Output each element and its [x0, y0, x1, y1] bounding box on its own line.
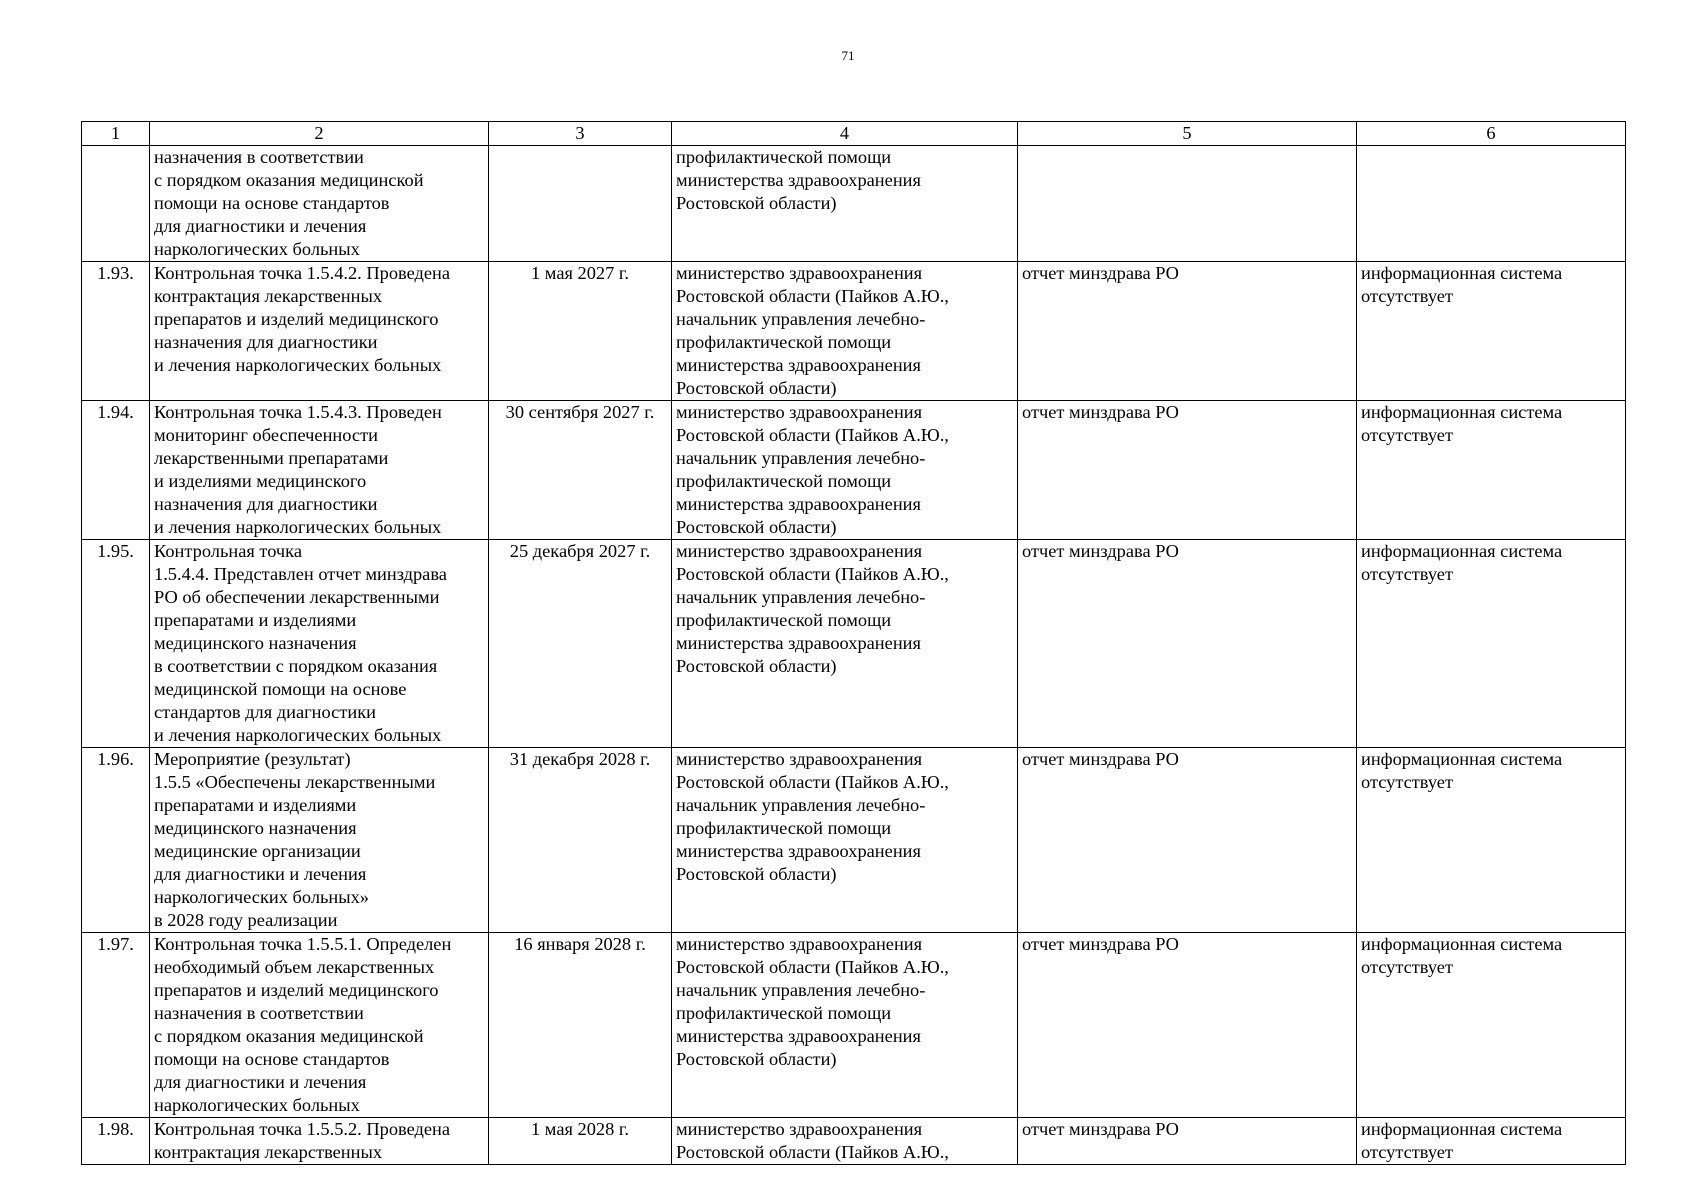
row-info-system: информационная система отсутствует: [1357, 401, 1626, 540]
row-date: 31 декабря 2028 г.: [489, 748, 672, 933]
row-info-system: [1357, 146, 1626, 262]
row-document: [1018, 146, 1357, 262]
row-description: Контрольная точка 1.5.5.2. Проведена контрактация лекарственных: [150, 1118, 489, 1165]
row-number: 1.96.: [82, 748, 150, 933]
column-header: 6: [1357, 122, 1626, 146]
row-description: Контрольная точка 1.5.4.2. Проведена контрактация лекарственных препаратов и изделий медицинского назначения для диагностики и лечения наркологических больных: [150, 262, 489, 401]
table-header-row: [82, 122, 1626, 146]
table-row: [82, 748, 1626, 933]
row-number: 1.98.: [82, 1118, 150, 1165]
column-header: 5: [1018, 122, 1357, 146]
row-responsible: министерство здравоохранения Ростовской области (Пайков А.Ю., начальник управления лечебно- профилактической помощи министерства здравоохранения Ростовской области): [672, 540, 1018, 748]
row-date: [489, 146, 672, 262]
plan-table: [81, 121, 1626, 1165]
row-number: [82, 146, 150, 262]
row-responsible: министерство здравоохранения Ростовской области (Пайков А.Ю.,: [672, 1118, 1018, 1165]
row-document: отчет минздрава РО: [1018, 540, 1357, 748]
column-header: 3: [489, 122, 672, 146]
row-description: Мероприятие (результат) 1.5.5 «Обеспечены лекарственными препаратами и изделиями медицинского назначения медицинские организации для диагностики и лечения наркологических больных» в 2028 году реализации: [150, 748, 489, 933]
row-info-system: информационная система отсутствует: [1357, 262, 1626, 401]
row-number: 1.94.: [82, 401, 150, 540]
row-responsible: министерство здравоохранения Ростовской области (Пайков А.Ю., начальник управления лечебно- профилактической помощи министерства здравоохранения Ростовской области): [672, 401, 1018, 540]
row-responsible: министерство здравоохранения Ростовской области (Пайков А.Ю., начальник управления лечебно- профилактической помощи министерства здравоохранения Ростовской области): [672, 262, 1018, 401]
row-description: Контрольная точка 1.5.4.3. Проведен мониторинг обеспеченности лекарственными препаратами и изделиями медицинского назначения для диагностики и лечения наркологических больных: [150, 401, 489, 540]
table-row: [82, 262, 1626, 401]
table-row: [82, 540, 1626, 748]
page-number: 71: [841, 48, 855, 63]
row-responsible: министерство здравоохранения Ростовской области (Пайков А.Ю., начальник управления лечебно- профилактической помощи министерства здравоохранения Ростовской области): [672, 933, 1018, 1118]
row-document: отчет минздрава РО: [1018, 262, 1357, 401]
row-responsible: профилактической помощи министерства здравоохранения Ростовской области): [672, 146, 1018, 262]
row-description: назначения в соответствии с порядком оказания медицинской помощи на основе стандартов для диагностики и лечения наркологических больных: [150, 146, 489, 262]
row-document: отчет минздрава РО: [1018, 748, 1357, 933]
row-info-system: информационная система отсутствует: [1357, 933, 1626, 1118]
table-row: [82, 401, 1626, 540]
row-number: 1.93.: [82, 262, 150, 401]
row-document: отчет минздрава РО: [1018, 933, 1357, 1118]
row-document: отчет минздрава РО: [1018, 401, 1357, 540]
row-date: 30 сентября 2027 г.: [489, 401, 672, 540]
column-header: 1: [82, 122, 150, 146]
row-info-system: информационная система отсутствует: [1357, 1118, 1626, 1165]
row-info-system: информационная система отсутствует: [1357, 748, 1626, 933]
column-header: 4: [672, 122, 1018, 146]
table-row: [82, 1118, 1626, 1165]
table-row: [82, 146, 1626, 262]
row-description: Контрольная точка 1.5.4.4. Представлен отчет минздрава РО об обеспечении лекарственными препаратами и изделиями медицинского назначения в соответствии с порядком оказания медицинской помощи на основе стандартов для диагностики и лечения наркологических больных: [150, 540, 489, 748]
row-date: 16 января 2028 г.: [489, 933, 672, 1118]
row-date: 1 мая 2027 г.: [489, 262, 672, 401]
row-info-system: информационная система отсутствует: [1357, 540, 1626, 748]
row-document: отчет минздрава РО: [1018, 1118, 1357, 1165]
column-header: 2: [150, 122, 489, 146]
row-responsible: министерство здравоохранения Ростовской области (Пайков А.Ю., начальник управления лечебно- профилактической помощи министерства здравоохранения Ростовской области): [672, 748, 1018, 933]
table-row: [82, 933, 1626, 1118]
row-date: 25 декабря 2027 г.: [489, 540, 672, 748]
row-description: Контрольная точка 1.5.5.1. Определен необходимый объем лекарственных препаратов и изделий медицинского назначения в соответствии с порядком оказания медицинской помощи на основе стандартов для диагностики и лечения наркологических больных: [150, 933, 489, 1118]
row-number: 1.95.: [82, 540, 150, 748]
row-number: 1.97.: [82, 933, 150, 1118]
row-date: 1 мая 2028 г.: [489, 1118, 672, 1165]
